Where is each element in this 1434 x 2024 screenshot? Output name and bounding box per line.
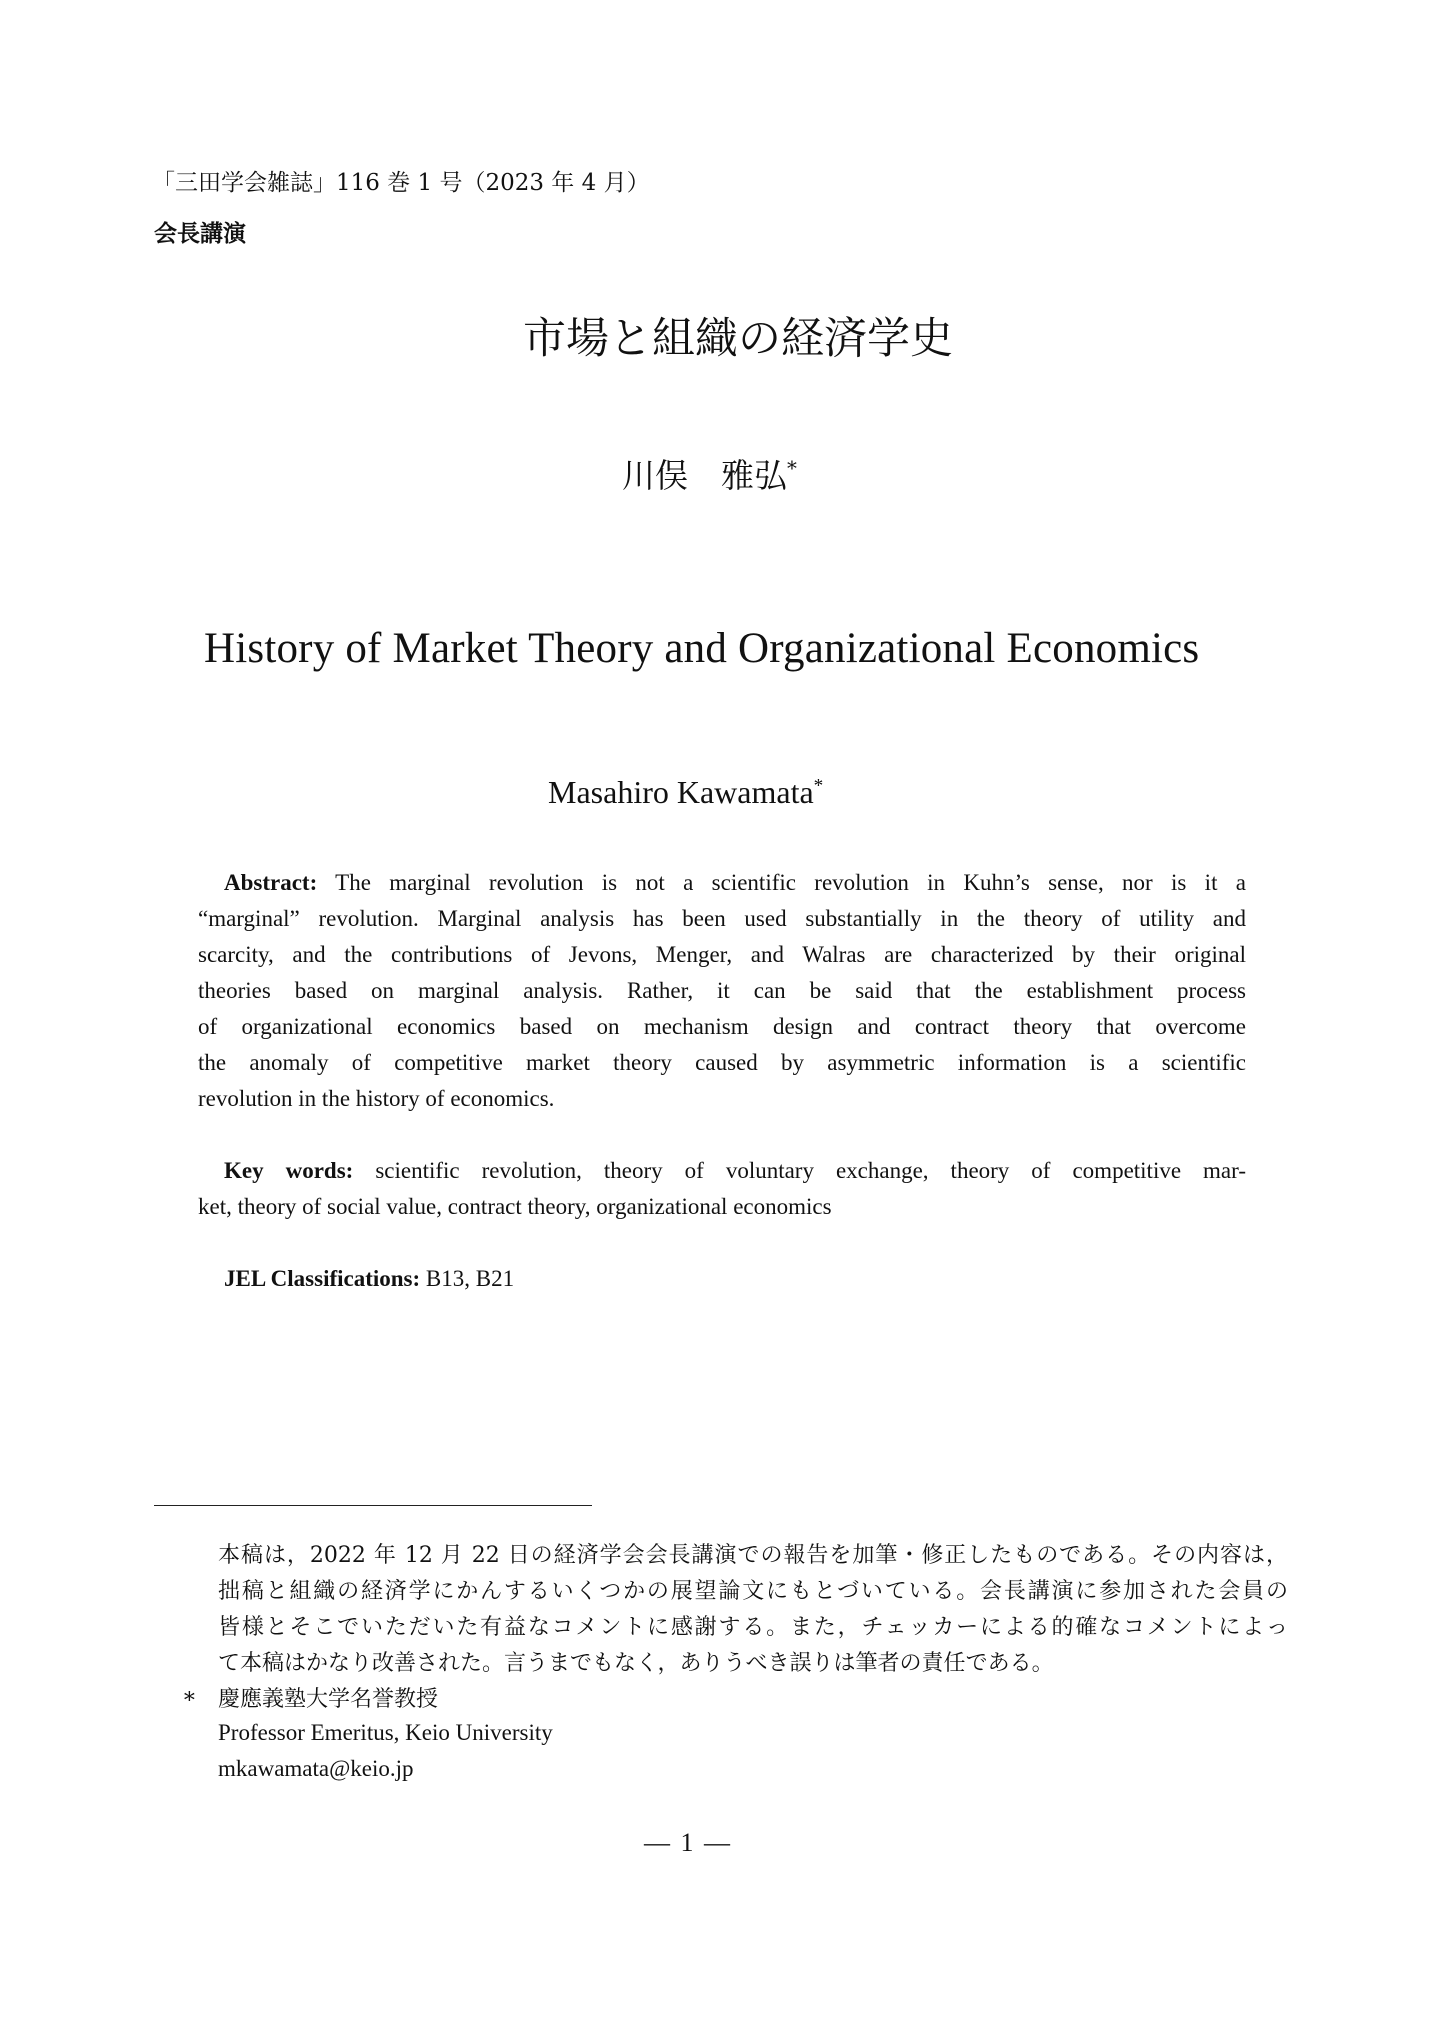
abstract-line: scarcity, and the contributions of Jevons, Menger, and Walras are characterized by their original xyxy=(198,942,1246,967)
author-ja xyxy=(622,450,797,497)
keywords-label: Key words: xyxy=(224,1158,354,1183)
jel-classifications xyxy=(224,1266,514,1292)
abstract-line: “marginal” revolution. Marginal analysis has been used substantially in the theory of utility and xyxy=(198,906,1246,931)
title-en: History of Market Theory and Organizational Economics xyxy=(204,625,1200,672)
jel-label: JEL Classifications: xyxy=(224,1266,421,1291)
abstract-line: of organizational economics based on mechanism design and contract theory that overcome xyxy=(198,1014,1246,1039)
abstract-line: the anomaly of competitive market theory caused by asymmetric information is a scientific xyxy=(198,1050,1246,1075)
footnote-mark: * xyxy=(813,775,824,797)
abstract-line: revolution in the history of economics. xyxy=(198,1086,555,1111)
abstract-label: Abstract: xyxy=(224,870,318,895)
email: mkawamata@keio.jp xyxy=(218,1756,414,1781)
keywords-line: Key words: scientific revolution, theory of voluntary exchange, theory of competitive mar- xyxy=(224,1158,1246,1183)
footnote-mark: ∗ xyxy=(182,1684,197,1709)
affiliation-ja: 慶應義塾大学名誉教授 xyxy=(218,1687,439,1712)
author-en-name: Masahiro Kawamata xyxy=(548,774,814,810)
jel-value: B13, B21 xyxy=(425,1266,515,1291)
author-en xyxy=(548,774,823,811)
footnote-line: て本稿はかなり改善された。言うまでもなく，ありうべき誤りは筆者の責任である。 xyxy=(218,1651,1054,1676)
section-label: 会長講演 xyxy=(154,221,246,247)
journal-citation: 「三田学会雑誌」116 巻 1 号（2023 年 4 月） xyxy=(152,170,650,196)
footnote-rule xyxy=(154,1505,592,1506)
title-ja: 市場と組織の経済学史 xyxy=(523,314,953,364)
abstract-line: Abstract: The marginal revolution is not a scientific revolution in Kuhn’s sense, nor is it a xyxy=(224,870,1246,895)
footnote-line: 拙稿と組織の経済学にかんするいくつかの展望論文にもとづいている。会長講演に参加された会員の xyxy=(218,1579,1288,1604)
author-ja-name: 川俣 雅弘 xyxy=(622,456,787,495)
keywords-line: ket, theory of social value, contract theory, organizational economics xyxy=(198,1194,832,1219)
page-number: — 1 — xyxy=(644,1828,732,1857)
abstract-line: theories based on marginal analysis. Rather, it can be said that the establishment process xyxy=(198,978,1246,1003)
footnote-mark: * xyxy=(787,457,797,480)
affiliation-en: Professor Emeritus, Keio University xyxy=(218,1720,553,1745)
footnote-line: 皆様とそこでいただいた有益なコメントに感謝する。また，チェッカーによる的確なコメントによっ xyxy=(218,1615,1288,1640)
footnote-line: 本稿は，2022 年 12 月 22 日の経済学会会長講演での報告を加筆・修正したものである。その内容は， xyxy=(218,1543,1288,1568)
